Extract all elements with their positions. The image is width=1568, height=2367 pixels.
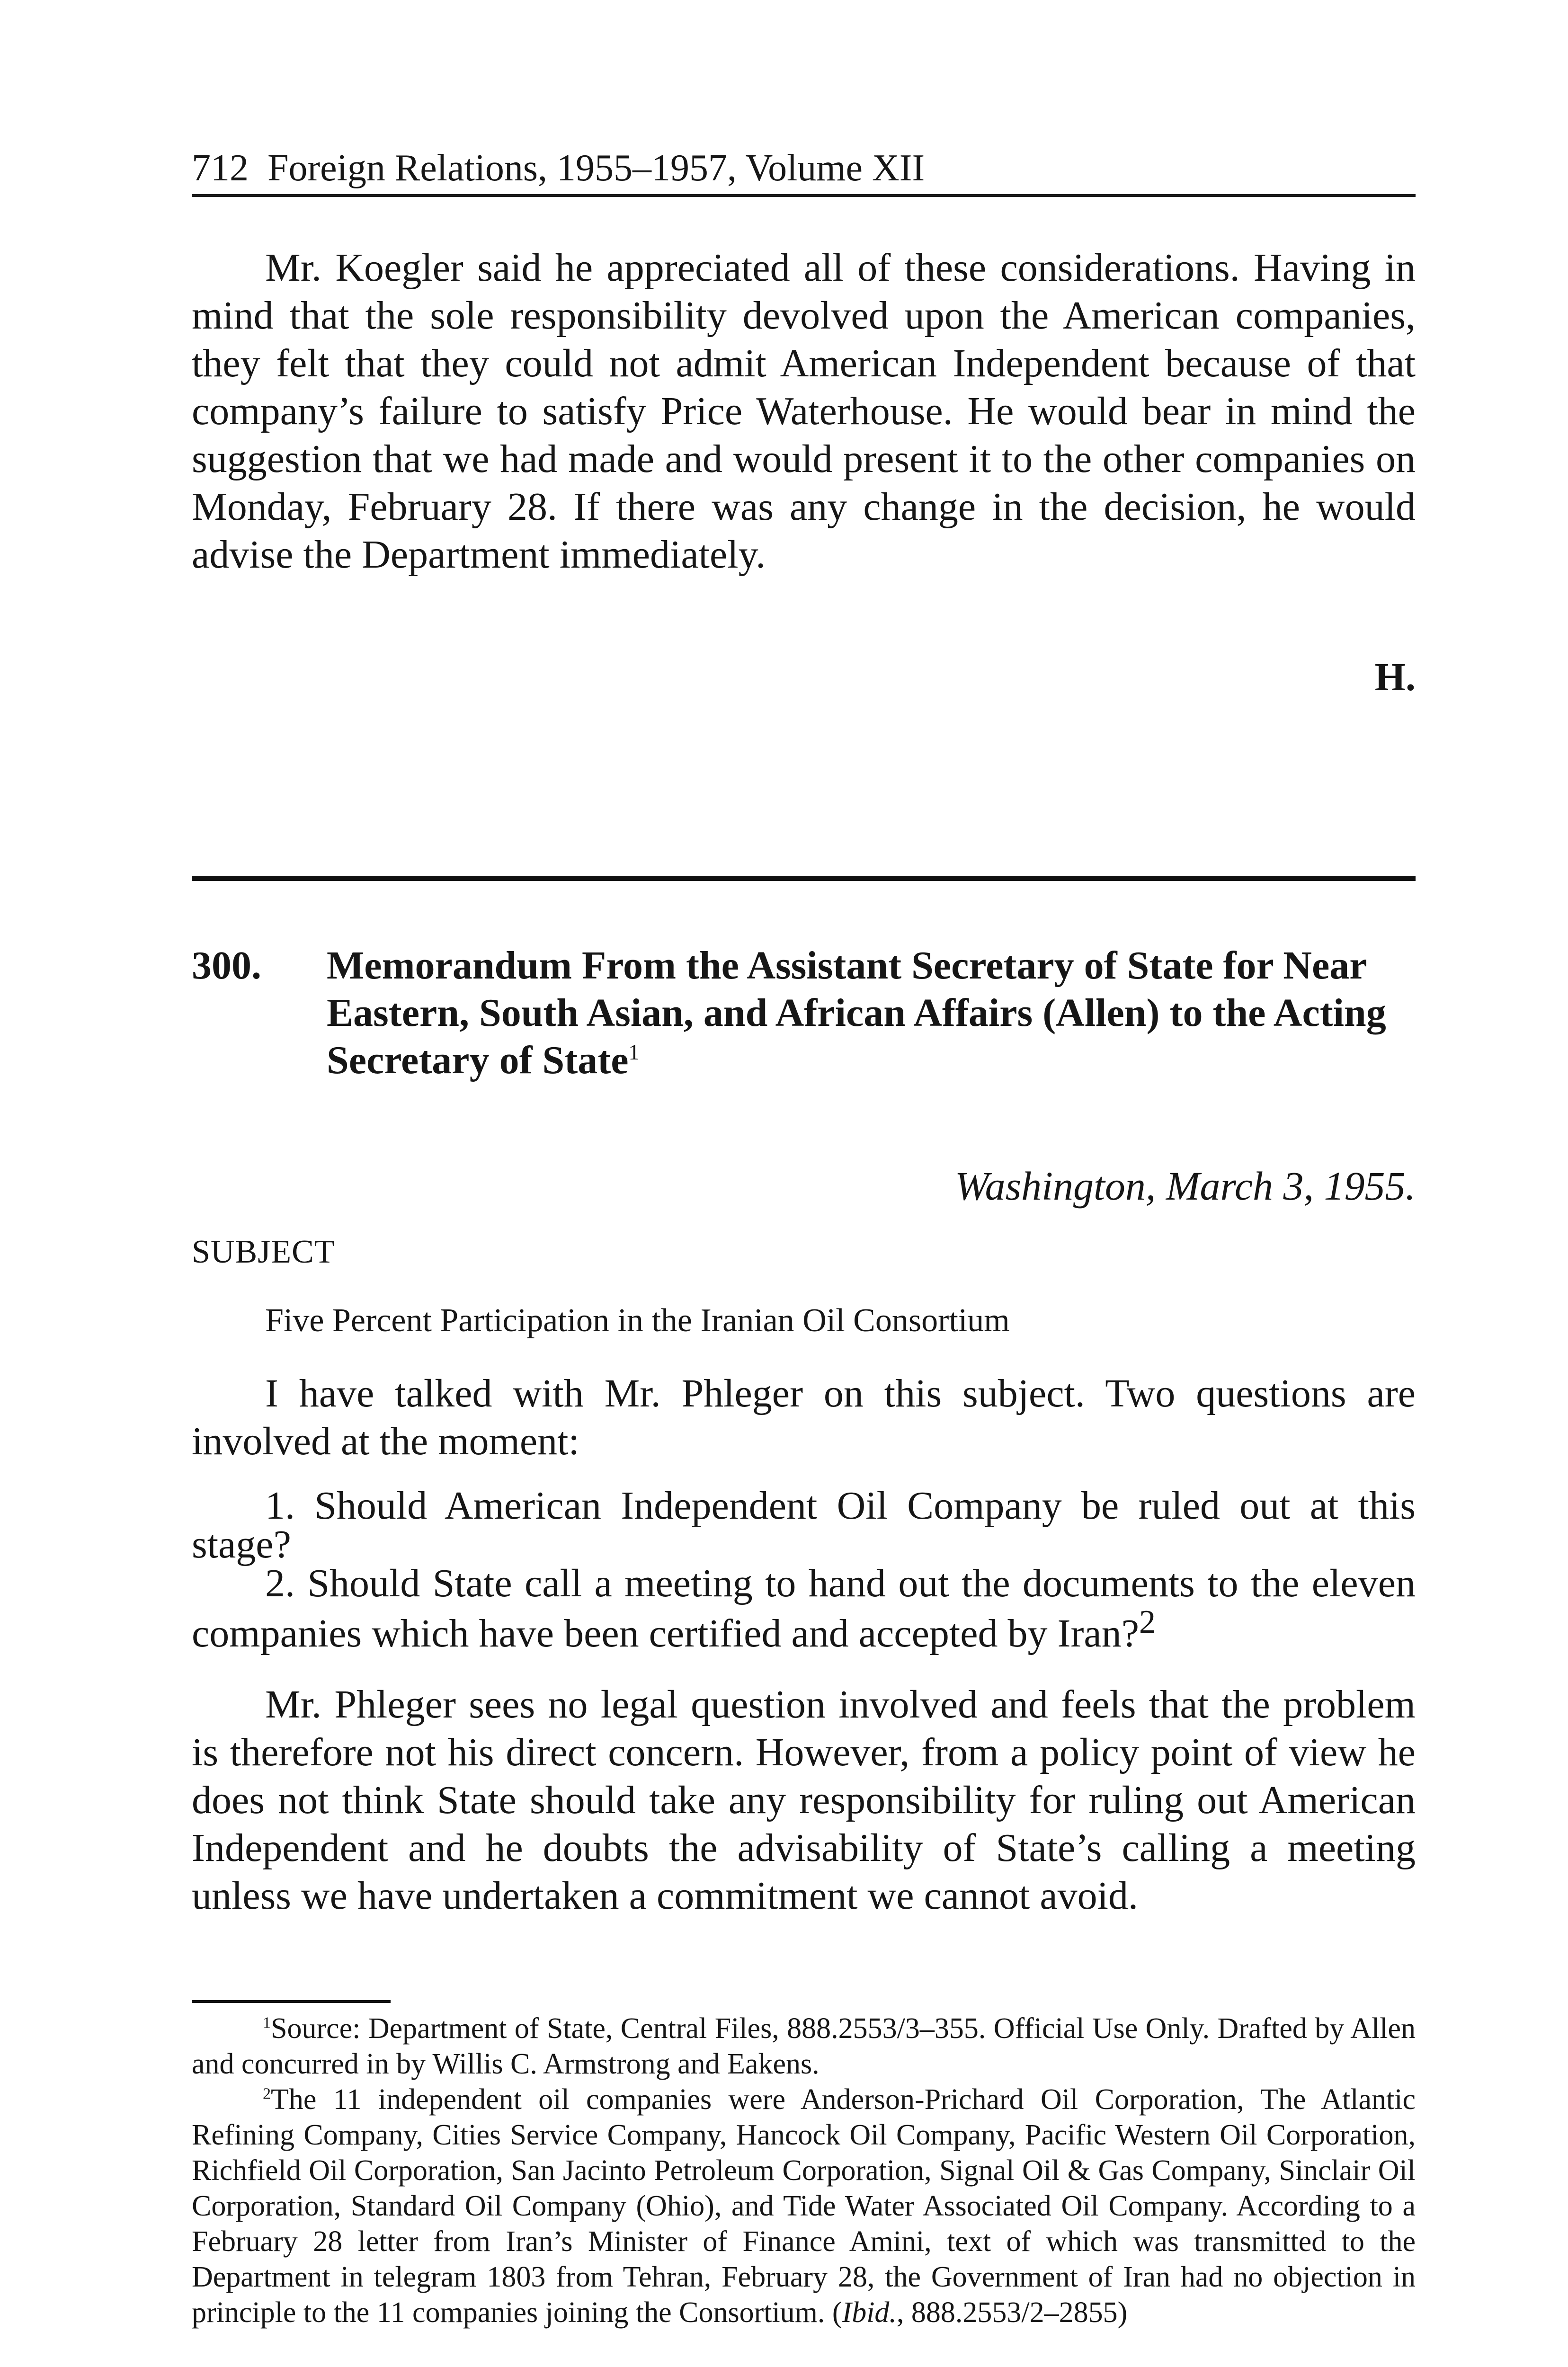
- intro-block: [192, 1370, 1416, 1465]
- previous-document-closing: [192, 244, 1416, 578]
- subject-label: SUBJECT: [192, 1234, 335, 1270]
- questions-list: [192, 1486, 1416, 1653]
- paragraph-intro: I have talked with Mr. Phleger on this subject. Two questions are involved at the moment:: [192, 1371, 1416, 1463]
- footnote-ref-2: 2: [1139, 1604, 1156, 1640]
- paragraph-koegler: Mr. Koegler said he appreciated all of these considerations. Having in mind that the sole responsibility devolved upon the American companies, they felt that they could not admit American Independent because of that company’s failure to satisfy Price Waterhouse. He would bear in mind the suggestion that we had made and would present it to the other companies on Monday, February 28. If there was any change in the decision, he would advise the Department immediately.: [192, 246, 1416, 577]
- document-separator-rule: [192, 876, 1416, 881]
- document-title-text: Memorandum From the Assistant Secretary of State for Near Eastern, South Asian, and African Affairs (Allen) to the Acting Secretary of State: [327, 943, 1386, 1082]
- closing-block: [192, 1681, 1416, 1920]
- dateline: Washington, March 3, 1955.: [954, 1163, 1416, 1209]
- signature-initial: H.: [1374, 655, 1416, 699]
- footnote-rule: [192, 2000, 391, 2003]
- footnote-ibid: Ibid.: [842, 2296, 897, 2329]
- footnote-2: [192, 2082, 1416, 2331]
- document-title: [327, 942, 1416, 1084]
- running-head: [192, 142, 1416, 197]
- paragraph-phleger: Mr. Phleger sees no legal question involved and feels that the problem is therefore not his direct concern. However, from a policy point of view he does not think State should take any responsibility for ruling out American Independent and he doubts the advisability of State’s calling a meeting unless we have undertaken a commitment we cannot avoid.: [192, 1682, 1416, 1918]
- page-number: 712: [192, 147, 249, 189]
- footnote-text: Source: Department of State, Central Files, 888.2553/3–355. Official Use Only. Drafted by Allen and concurred in by Willis C. Armstrong and Eakens.: [192, 2012, 1416, 2080]
- subject-text: Five Percent Participation in the Iranian Oil Consortium: [265, 1302, 1010, 1339]
- footnote-marker: 1: [263, 2014, 271, 2032]
- footnote-text: The 11 independent oil companies were Anderson-Prichard Oil Corporation, The Atlantic Refining Company, Cities Service Company, Hancock Oil Company, Pacific Western Oil Corporation, Richfield Oil Corporation, San Jacinto Petroleum Corporation, Signal Oil & Gas Company, Sinclair Oil Corporation, Standard Oil Company (Ohio), and Tide Water Associated Oil Company. According to a February 28 letter from Iran’s Minister of Finance Amini, text of which was transmitted to the Department in telegram 1803 from Tehran, February 28, the Government of Iran had no objection in principle to the 11 companies joining the Consortium. (: [192, 2083, 1416, 2329]
- document-page: [192, 0, 1416, 2367]
- footnote-ref-1: 1: [628, 1040, 640, 1064]
- question-2-text: 2. Should State call a meeting to hand out the documents to the eleven companies which have been certified and accepted by Iran?: [192, 1561, 1416, 1655]
- footnote-1: [192, 2011, 1416, 2082]
- question-item: 1. Should American Independent Oil Company be ruled out at this stage?: [192, 1484, 1416, 1566]
- footnote-marker: 2: [263, 2085, 271, 2103]
- question-item: [192, 1561, 1416, 1655]
- document-number: 300.: [192, 943, 261, 988]
- footnotes: [192, 2011, 1416, 2331]
- footnote-citation: , 888.2553/2–2855): [896, 2296, 1128, 2329]
- volume-title: Foreign Relations, 1955–1957, Volume XII: [267, 147, 925, 189]
